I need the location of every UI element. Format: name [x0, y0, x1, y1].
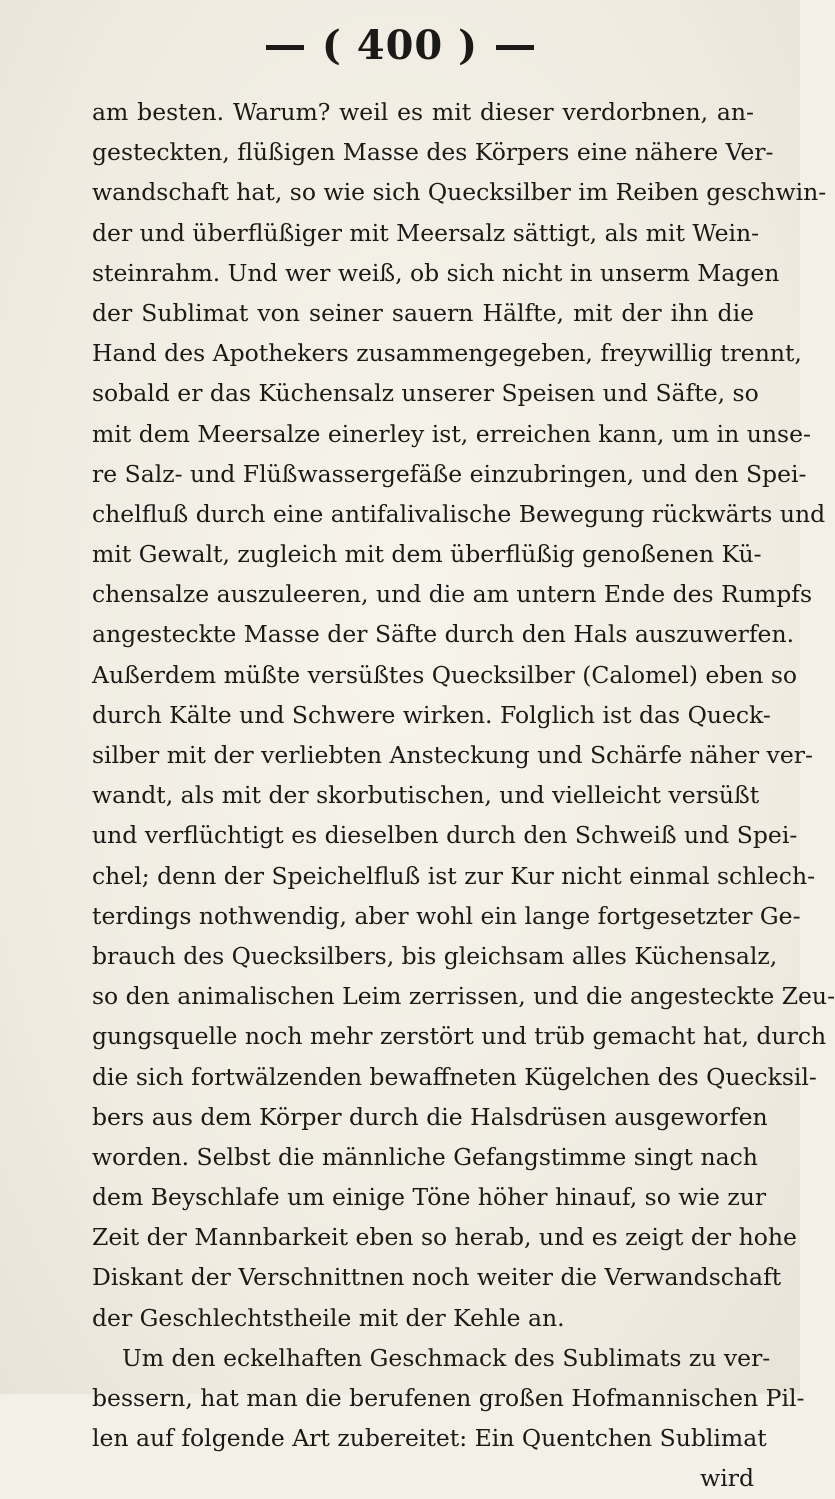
catchword: wird	[700, 1464, 754, 1493]
text-line: die sich fortwälzenden bewaffneten Kügelchen des Quecksil-	[92, 1062, 817, 1091]
text-line: der Sublimat von seiner sauern Hälfte, mit der ihn die	[92, 298, 754, 327]
text-line: steinrahm. Und wer weiß, ob sich nicht in unserm Magen	[92, 258, 780, 287]
right-rule	[496, 45, 534, 50]
text-line: bessern, hat man die berufenen großen Hofmannischen Pil-	[92, 1384, 805, 1412]
body-text	[92, 92, 835, 1499]
page-number	[248, 18, 552, 74]
text-line: terdings nothwendig, aber wohl ein lange fortgesetzter Ge-	[92, 901, 801, 930]
text-line: dem Beyschlafe um einige Töne höher hinauf, so wie zur	[92, 1183, 767, 1212]
text-line: wandt, als mit der skorbutischen, und vielleicht versüßt	[92, 781, 760, 810]
text-line: sobald er das Küchensalz unserer Speisen und Säfte, so	[92, 379, 759, 408]
page-number-text: ( 400 )	[321, 22, 479, 69]
text-line: mit Gewalt, zugleich mit dem überflüßig genoßenen Kü-	[92, 540, 762, 569]
text-line: re Salz- und Flüßwassergefäße einzubringen, und den Spei-	[92, 459, 807, 488]
text-line: silber mit der verliebten Ansteckung und Schärfe näher ver-	[92, 741, 813, 769]
text-line: so den animalischen Leim zerrissen, und die angesteckte Zeu-	[92, 982, 835, 1011]
text-line: brauch des Quecksilbers, bis gleichsam alles Küchensalz,	[92, 941, 778, 970]
text-line: chelfluß durch eine antifalivalische Bewegung rückwärts und	[92, 499, 826, 528]
page-header	[0, 18, 800, 74]
text-line: der und überflüßiger mit Meersalz sättigt, als mit Wein-	[92, 218, 760, 247]
text-line-paragraph-end: der Geschlechtstheile mit der Kehle an.	[92, 1303, 565, 1332]
text-line: Hand des Apothekers zusammengegeben, freywillig trennt,	[92, 339, 802, 368]
text-line: Zeit der Mannbarkeit eben so herab, und es zeigt der hohe	[92, 1223, 797, 1252]
text-line: len auf folgende Art zubereitet: Ein Quentchen Sublimat	[92, 1424, 767, 1453]
text-line: gesteckten, flüßigen Masse des Körpers eine nähere Ver-	[92, 138, 774, 167]
text-line: chensalze auszuleeren, und die am untern Ende des Rumpfs	[92, 580, 812, 609]
left-rule	[266, 45, 304, 50]
text-line: am besten. Warum? weil es mit dieser verdorbnen, an-	[92, 98, 754, 126]
text-line: mit dem Meersalze einerley ist, erreichen kann, um in unse-	[92, 419, 811, 448]
text-line: und verflüchtigt es dieselben durch den Schweiß und Spei-	[92, 821, 798, 850]
text-line: Diskant der Verschnittnen noch weiter die Verwandschaft	[92, 1263, 782, 1292]
text-line: gungsquelle noch mehr zerstört und trüb gemacht hat, durch	[92, 1022, 827, 1051]
text-line: durch Kälte und Schwere wirken. Folglich ist das Queck-	[92, 700, 771, 729]
text-line: Außerdem müßte versüßtes Quecksilber (Calomel) eben so	[92, 660, 798, 689]
text-line: angesteckte Masse der Säfte durch den Hals auszuwerfen.	[92, 620, 795, 649]
text-line-paragraph-start: Um den eckelhaften Geschmack des Sublimats zu ver-	[122, 1343, 771, 1372]
text-line: bers aus dem Körper durch die Halsdrüsen ausgeworfen	[92, 1102, 768, 1131]
text-line: worden. Selbst die männliche Gefangstimme singt nach	[92, 1142, 758, 1171]
text-line: chel; denn der Speichelfluß ist zur Kur nicht einmal schlech-	[92, 861, 816, 890]
text-line: wandschaft hat, so wie sich Quecksilber im Reiben geschwin-	[92, 178, 827, 207]
